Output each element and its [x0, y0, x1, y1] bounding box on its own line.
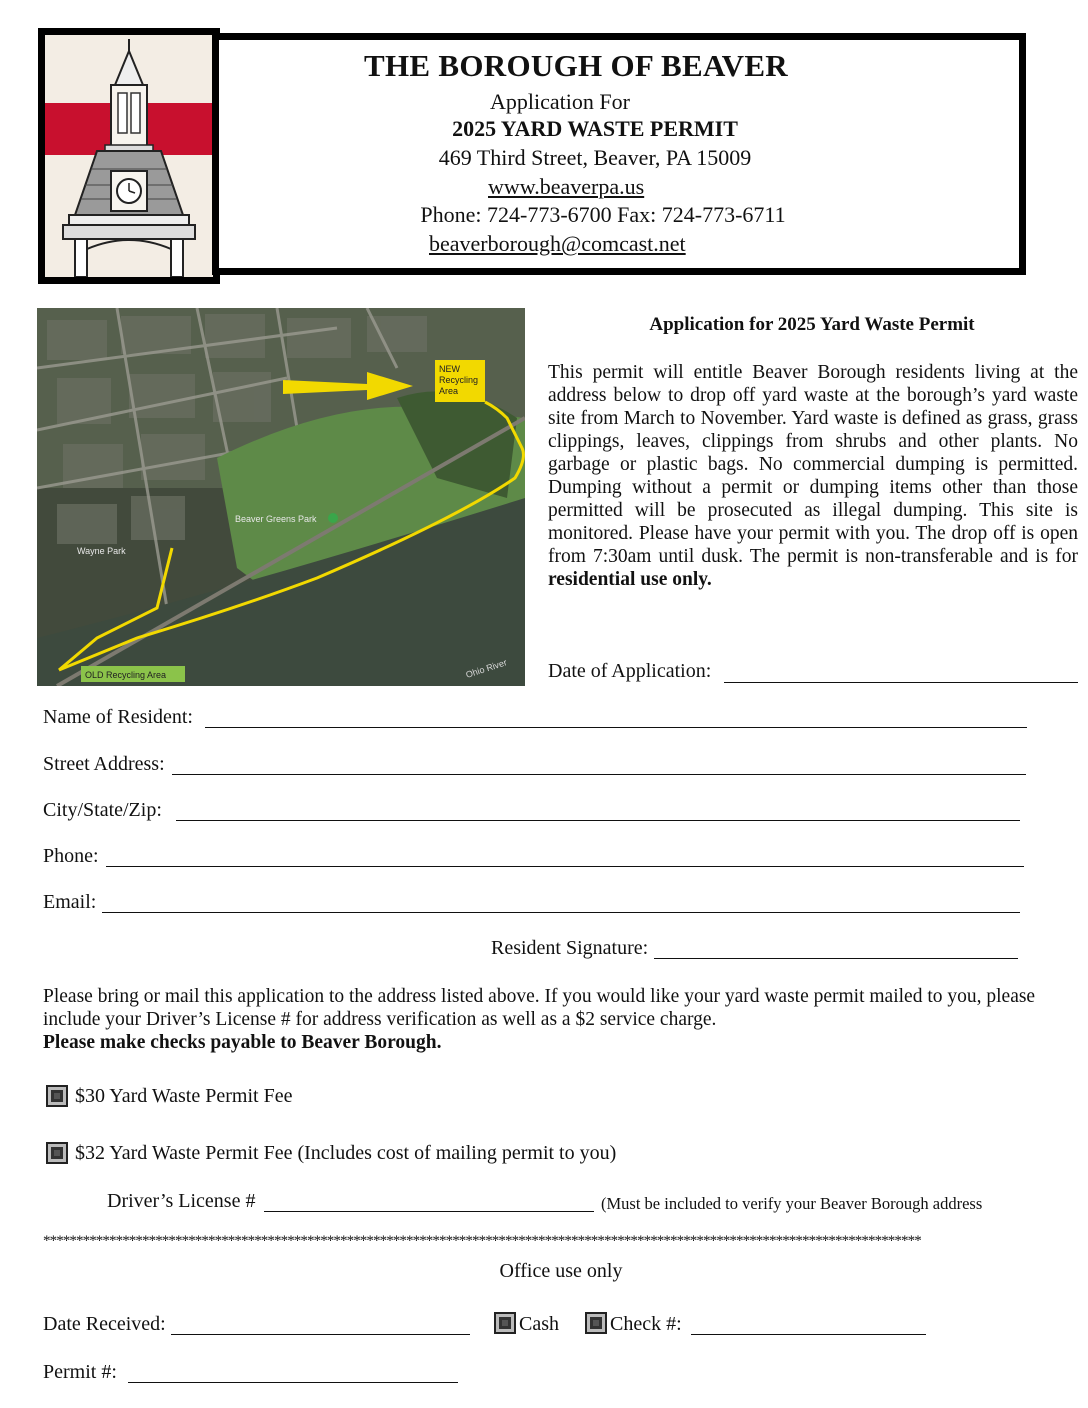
fee32-checkbox[interactable] — [46, 1142, 68, 1164]
check-label: Check #: — [610, 1313, 682, 1335]
fee32-label: $32 Yard Waste Permit Fee (Includes cost of mailing permit to you) — [75, 1142, 617, 1164]
phone-field[interactable] — [106, 866, 1024, 867]
page-title: THE BOROUGH OF BEAVER — [363, 48, 788, 83]
instructions — [43, 985, 1043, 1054]
divider-stars: ************************************************************************************************************************************* — [43, 1233, 921, 1249]
fee30-checkbox[interactable] — [46, 1085, 68, 1107]
cash-checkbox[interactable] — [494, 1312, 516, 1334]
name-label: Name of Resident: — [43, 706, 193, 728]
license-label: Driver’s License # — [107, 1190, 256, 1212]
name-field[interactable] — [205, 727, 1027, 728]
check-number-field[interactable] — [691, 1334, 926, 1335]
new-label-2: Recycling — [439, 375, 479, 385]
date-received-field[interactable] — [171, 1334, 470, 1335]
license-field[interactable] — [264, 1211, 594, 1212]
river-label: Ohio River — [464, 657, 509, 680]
satellite-map-image — [37, 308, 525, 686]
clock-tower-logo-icon — [45, 35, 213, 277]
permit-label: Permit #: — [43, 1361, 117, 1383]
borough-address: 469 Third Street, Beaver, PA 15009 — [438, 145, 752, 170]
phone-fax: Phone: 724-773-6700 Fax: 724-773-6711 — [420, 202, 786, 227]
intro-title: Application for 2025 Yard Waste Permit — [649, 314, 975, 335]
old-label: OLD Recycling Area — [85, 670, 167, 680]
park-label: Beaver Greens Park — [235, 514, 317, 524]
recycling-area-map — [37, 308, 525, 686]
borough-logo — [38, 28, 220, 284]
intro-bold: residential use only. — [548, 569, 712, 590]
checks-payable: Please make checks payable to Beaver Borough. — [43, 1032, 442, 1053]
fee30-label: $30 Yard Waste Permit Fee — [75, 1085, 293, 1107]
permit-name: 2025 YARD WASTE PERMIT — [452, 116, 738, 141]
street-label: Street Address: — [43, 753, 165, 775]
check-checkbox[interactable] — [585, 1312, 607, 1334]
email-field[interactable] — [102, 912, 1020, 913]
new-label-3: Area — [439, 386, 459, 396]
phone-label: Phone: — [43, 845, 99, 867]
office-use-title: Office use only — [499, 1260, 623, 1282]
street-field[interactable] — [172, 774, 1026, 775]
date-received-label: Date Received: — [43, 1313, 166, 1335]
application-for: Application For — [490, 89, 630, 114]
email-link[interactable]: beaverborough@comcast.net — [429, 231, 686, 256]
cash-label: Cash — [519, 1313, 559, 1335]
new-label-1: NEW — [439, 364, 460, 374]
license-note: (Must be included to verify your Beaver Borough address — [601, 1194, 983, 1213]
intro-body — [548, 361, 1078, 591]
permit-number-field[interactable] — [128, 1382, 458, 1383]
date-of-application-field[interactable] — [724, 682, 1078, 683]
wayne-park-label: Wayne Park — [77, 546, 126, 556]
signature-label: Resident Signature: — [491, 937, 649, 959]
instructions-text: Please bring or mail this application to the address listed above. If you would like your yard waste permit mailed to you, please include your Driver’s License # for address verification as well as a $2 service charge. — [43, 986, 1036, 1030]
city-label: City/State/Zip: — [43, 799, 162, 821]
website-link[interactable]: www.beaverpa.us — [488, 174, 645, 199]
date-of-application-label: Date of Application: — [548, 660, 712, 682]
email-label: Email: — [43, 891, 97, 913]
city-field[interactable] — [176, 820, 1020, 821]
intro-text: This permit will entitle Beaver Borough residents living at the address below to drop off yard waste at the borough’s yard waste site from March to November. Yard waste is defined as grass, grass clippings, leaves, clippings from shrubs and other plants. No garbage or plastic bags. No commercial dumping is permitted. Dumping without a permit or dumping items other than those permitted will be prosecuted as illegal dumping. This site is monitored. Please have your permit with you. The drop off is open from 7:30am until dusk. The permit is non-transferable and is for — [548, 362, 1078, 567]
signature-field[interactable] — [654, 958, 1018, 959]
